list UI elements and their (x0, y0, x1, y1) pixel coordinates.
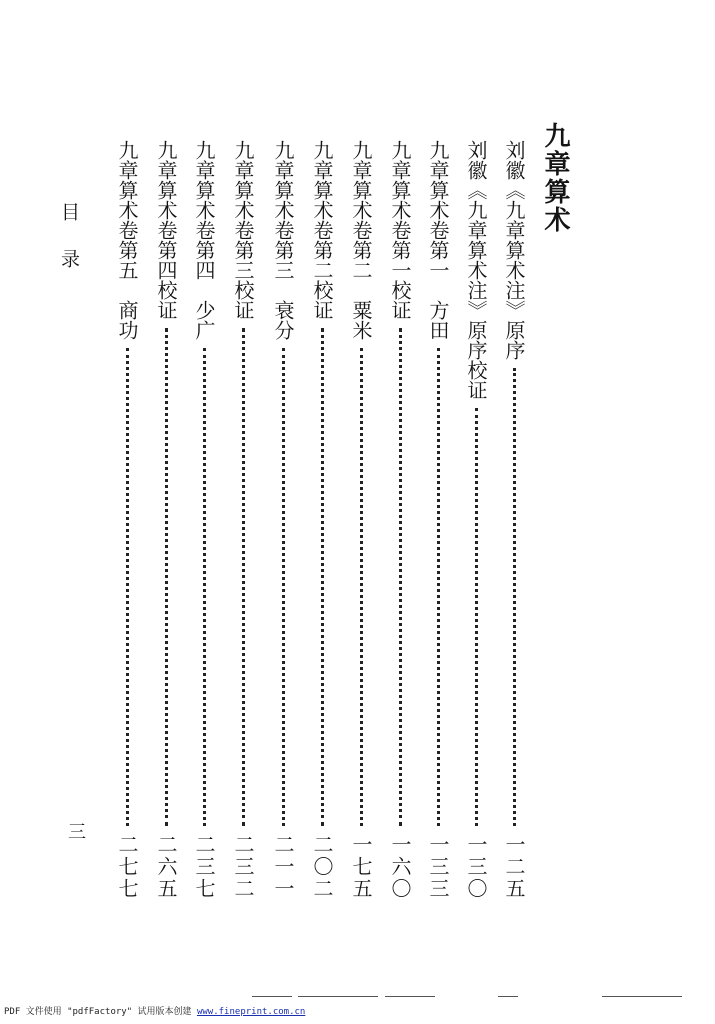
toc-entry[interactable] (190, 140, 218, 900)
dot-leader (242, 328, 245, 826)
footer-link[interactable]: www.fineprint.com.cn (196, 1007, 306, 1017)
dot-leader (282, 348, 285, 826)
toc-entry-title: 刘徽《九章算术注》原序校证 (464, 140, 488, 400)
dot-leader (513, 368, 516, 826)
toc-entry-title: 九章算术卷第二 粟米 (349, 140, 373, 340)
book-title: 九章算术 (540, 122, 570, 234)
toc-entry-title: 九章算术卷第三校证 (231, 140, 255, 320)
toc-entry[interactable] (152, 140, 180, 900)
toc-entry[interactable] (500, 140, 528, 900)
toc-entry[interactable] (113, 140, 141, 900)
dot-leader (437, 348, 440, 826)
toc-entry-page: 二六五 (154, 834, 178, 900)
dot-leader (165, 328, 168, 826)
toc-entry[interactable] (386, 140, 414, 900)
toc-entry-title: 九章算术卷第五 商功 (115, 140, 139, 340)
toc-entry-title: 九章算术卷第四 少广 (192, 140, 216, 340)
toc-entry-title: 刘徽《九章算术注》原序 (502, 140, 526, 360)
toc-entry-title: 九章算术卷第一校证 (388, 140, 412, 320)
dot-leader (399, 328, 402, 826)
toc-entry-page: 一三三 (426, 834, 450, 900)
toc-entry-page: 一三〇 (464, 834, 488, 900)
toc-entry-title: 九章算术卷第一 方田 (426, 140, 450, 340)
toc-entry-page: 一七五 (349, 834, 373, 900)
section-label: 目录 (58, 202, 80, 296)
toc-entry[interactable] (347, 140, 375, 900)
toc-entry-page: 二一一 (271, 834, 295, 900)
scan-artifact (498, 996, 518, 997)
toc-entry-title: 九章算术卷第二校证 (310, 140, 334, 320)
toc-entry-page: 一二五 (502, 834, 526, 900)
scan-artifact (252, 996, 292, 997)
page-folio: 三 (65, 822, 86, 840)
dot-leader (321, 328, 324, 826)
toc-entry[interactable] (269, 140, 297, 900)
toc-entry[interactable] (229, 140, 257, 900)
toc-entry[interactable] (462, 140, 490, 900)
pdf-footer (4, 1004, 305, 1017)
scan-artifact (602, 996, 682, 997)
dot-leader (475, 408, 478, 826)
dot-leader (360, 348, 363, 826)
toc-entry-title: 九章算术卷第三 衰分 (271, 140, 295, 340)
toc-entry-page: 二三二 (231, 834, 255, 900)
toc-entry[interactable] (308, 140, 336, 900)
scan-artifact (385, 996, 435, 997)
dot-leader (126, 348, 129, 826)
toc-entry-page: 二七七 (115, 834, 139, 900)
toc-entry-page: 一六〇 (388, 834, 412, 900)
toc-entry-title: 九章算术卷第四校证 (154, 140, 178, 320)
toc-entry[interactable] (424, 140, 452, 900)
scan-artifact (298, 996, 378, 997)
toc-entry-page: 二三七 (192, 834, 216, 900)
toc-entry-page: 二〇二 (310, 834, 334, 900)
footer-text: PDF 文件使用 "pdfFactory" 试用版本创建 (4, 1007, 192, 1017)
dot-leader (203, 348, 206, 826)
